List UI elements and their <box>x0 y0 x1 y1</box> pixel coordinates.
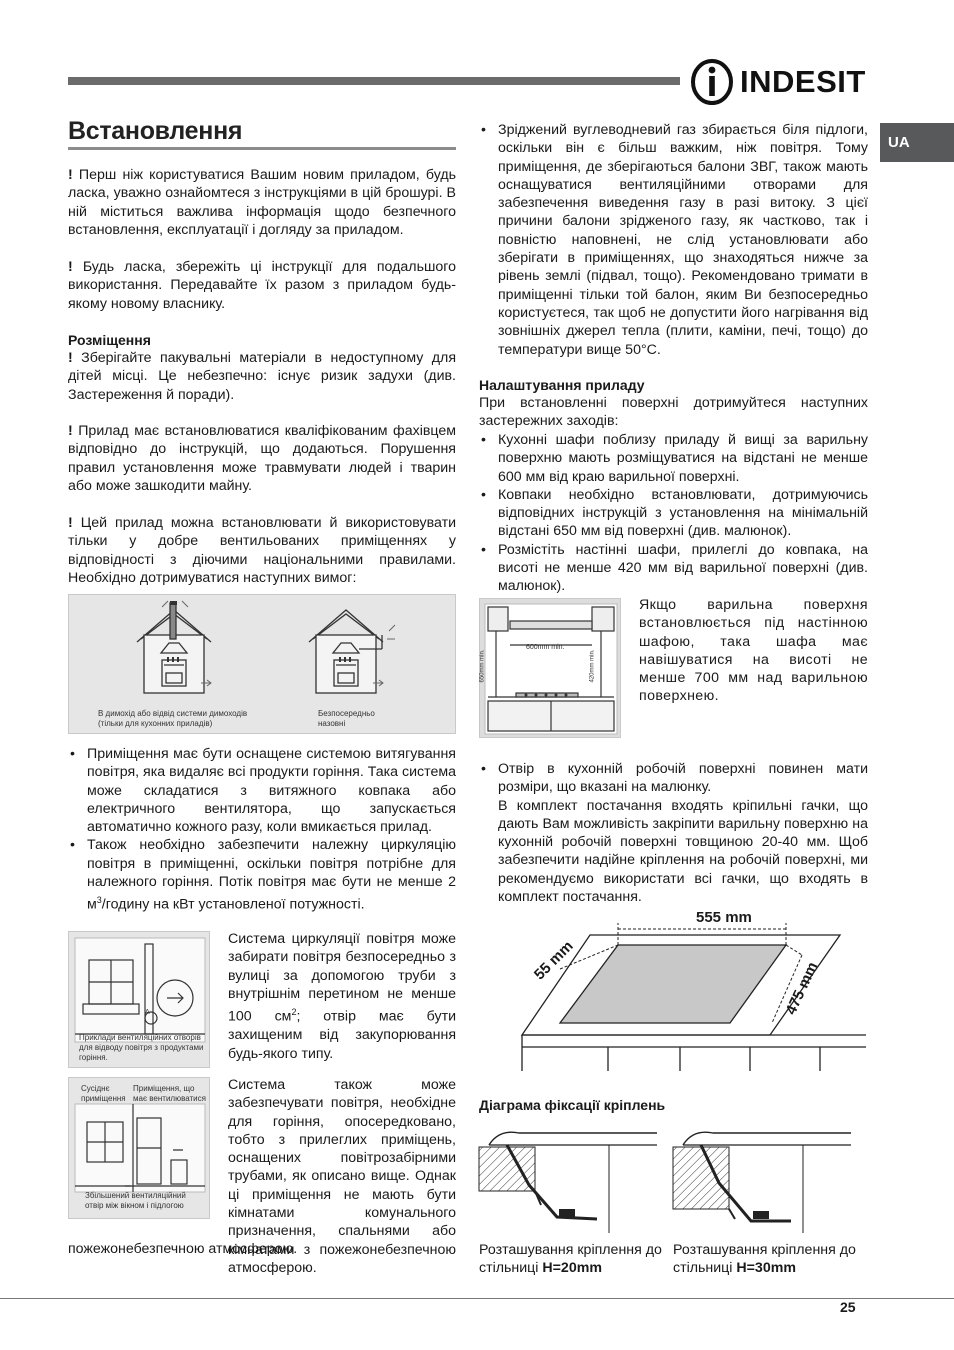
footer-rule <box>0 1298 954 1299</box>
clearance-diagram <box>480 599 622 739</box>
setup-intro: При встановленні поверхні дотримуйтеся наступних застережних заходів: <box>479 395 868 430</box>
cutout-dimensions-diagram <box>520 905 868 1075</box>
fixing-caption-h30: Розташування кріплення до стільниці H=30mm <box>673 1242 856 1277</box>
enlarged-opening-caption: Збільшений вентиляційний отвір між вікном і підлогою <box>85 1191 186 1210</box>
keep-instructions-paragraph: ! Будь ласка, збережіть ці інструкції для подальшого використання. Передавайте їх разом з приладом будь-якому новому власнику. <box>68 259 456 312</box>
adjacent-room-figure <box>68 1077 210 1219</box>
adjacent-room-label: Сусіднє приміщення <box>81 1084 126 1103</box>
logo-i-icon <box>690 58 734 106</box>
page-number: 25 <box>840 1299 856 1315</box>
ventilation-figure <box>68 594 456 734</box>
clearance-figure <box>479 598 621 738</box>
logo-wordmark: INDESIT <box>740 64 866 99</box>
header-rule <box>68 77 680 85</box>
section-heading-setup: Налаштування приладу <box>479 377 645 393</box>
vent-opening-figure <box>68 931 210 1068</box>
vent-caption: Приклади вентиляційних отворів для відводу повітря з продуктами горіння. <box>79 1033 204 1062</box>
circulation-paragraph: Система циркуляції повітря може забирати повітря безпосередньо з вулиці за допомогою труби з внутрішнім перетином не менше 100 $см^2$; отвір має бути захищеним від закупорювання будь-якого типу. <box>228 931 456 1062</box>
intro-paragraph: ! Перш ніж користуватися Вашим новим приладом, будь ласка, уважно ознайомтеся з інструкціями в цій брошурі. В ній міститься важлива інформація щодо безпечного встановлення, експлуатації і догляду за приладом. <box>68 167 456 238</box>
figure-caption-chimney: В димохід або відвід системи димоходів (тільки для кухонних приладів) <box>98 709 248 728</box>
list-item: • Також необхідно забезпечити належну циркуляцію повітря в приміщенні, оскільки повітря потрібне для належного горіння. Потік повітря має бути не менше 2 $м^3$/годину на кВт установленої потужності. <box>68 836 456 914</box>
qualified-installer-warning: ! Прилад має встановлюватися кваліфікованим фахівцем відповідно до інструкцій, що додаються. Порушення правил установлення може травмувати людей і тварин або може зашкодити майну. <box>68 423 456 494</box>
section-heading-placement: Розміщення <box>68 332 151 348</box>
fixing-diagram-h20 <box>479 1125 657 1237</box>
list-item: • Приміщення має бути оснащене системою витягування повітря, яка видаляє всі продукти горіння. Така система може складатися з витяжного ковпака або електричного вентилятора, що запускається автоматично кожного разу, коли вмикається прилад. <box>68 745 456 836</box>
fixing-diagram-h30 <box>673 1125 851 1237</box>
fixing-caption-h20: Розташування кріплення до стільниці H=20mm <box>479 1242 662 1277</box>
clearance-600-label: 600mm min. <box>526 644 565 651</box>
lpg-bullet <box>479 121 868 359</box>
figure-caption-outside: Безпосередньо назовні <box>318 709 375 728</box>
list-item: • Розмістіть настінні шафи, прилеглі до ковпака, на висоті не менше 420 мм від варильної поверхні (див. малюнок). <box>479 541 868 596</box>
ventilation-bullets <box>68 745 456 914</box>
page-title: Встановлення <box>68 117 243 145</box>
setup-bullets <box>479 431 868 596</box>
dim-55-label: 55 mm <box>530 937 577 984</box>
clearance-420-label: 420mm min. <box>589 649 596 683</box>
dim-555-label: 555 mm <box>696 909 752 926</box>
wall-cabinet-paragraph: Якщо варильна поверхня встановлюється під настінною шафою, така шафа має навішуватися на висоті не менше 700 мм над варильною поверхнею. <box>639 597 868 705</box>
language-tab: UA <box>880 123 954 162</box>
clearance-650-label: 650mm min. <box>479 649 486 683</box>
ventilation-requirement: ! Цей прилад можна встановлювати й використовувати тільки у добре вентильованих приміщеннях у відповідності з діючими національними правилами. Необхідно дотримуватися наступних вимог: <box>68 515 456 586</box>
indesit-logo <box>690 56 866 108</box>
indirect-air-paragraph-tail: пожежонебезпечною атмосферою. <box>68 1241 298 1257</box>
title-underline <box>68 147 456 150</box>
packaging-warning: ! Зберігайте пакувальні матеріали в недоступному для дітей місці. Це небезпечно: існує ризик задухи (див. Застереження й поради). <box>68 350 457 403</box>
list-item: • Зріджений вуглеводневий газ збирається біля підлоги, оскільки він є більш важким, ніж повітря. Тому приміщення, де зберігаються балони ЗВГ, також мають оснащуватися вентиляційними отворами для забезпечення виведення газу в разі витоку. З цієї причини балони зрідженого газу, як частково, так і повністю наповнені, не слід установлювати або зберігати в приміщеннях, що знаходяться нижче за рівень землі (підвал, тощо). Рекомендовано тримати в приміщенні тільки той балон, яким Ви безпосередньо користуєтеся, так щоб не допустити його нагрівання від зовнішніх джерел тепла (плити, каміни, печі, тощо) до температури вище 50°C. <box>479 121 868 359</box>
ventilated-room-label: Приміщення, що має вентилюватися <box>133 1084 206 1103</box>
fixing-diagram-title: Діаграма фіксації кріплень <box>479 1097 666 1113</box>
list-item: • Отвір в кухонній робочій поверхні повинен мати розміри, що вказані на малюнку. В комплект постачання входять кріпильні гачки, що дають Вам можливість закріпити варильну поверхню на кухонній робочій поверхні товщиною 20-40 мм. Щоб забезпечити надійне кріплення на робочій поверхні, ми рекомендуємо використати всі гачки, що входять в комплект постачання. <box>479 760 868 906</box>
list-item: • Кухонні шафи поблизу приладу й вищі за варильну поверхню мають розміщуватися на відстані не менше 600 мм від краю варильної поверхні. <box>479 431 868 486</box>
indirect-air-paragraph: Система також може забезпечувати повітря, необхідне для горіння, опосередковано, тобто з прилеглих приміщень, оснащених повітрозабірними трубами, як описано вище. Однак ці приміщення не мають бути кімнатами комунального призначення, спальнями або кімнатами з пожежонебезпечною атмосферою. <box>228 1077 456 1276</box>
list-item: • Ковпаки необхідно встановлювати, дотримуючись відповідних інструкцій з установлення на мінімальній відстані 650 мм від поверхні (див. малюнок). <box>479 486 868 541</box>
dim-475-label: 475 mm <box>782 959 822 1018</box>
cutout-bullet <box>479 760 868 906</box>
vent-label-a: A <box>145 1009 150 1016</box>
